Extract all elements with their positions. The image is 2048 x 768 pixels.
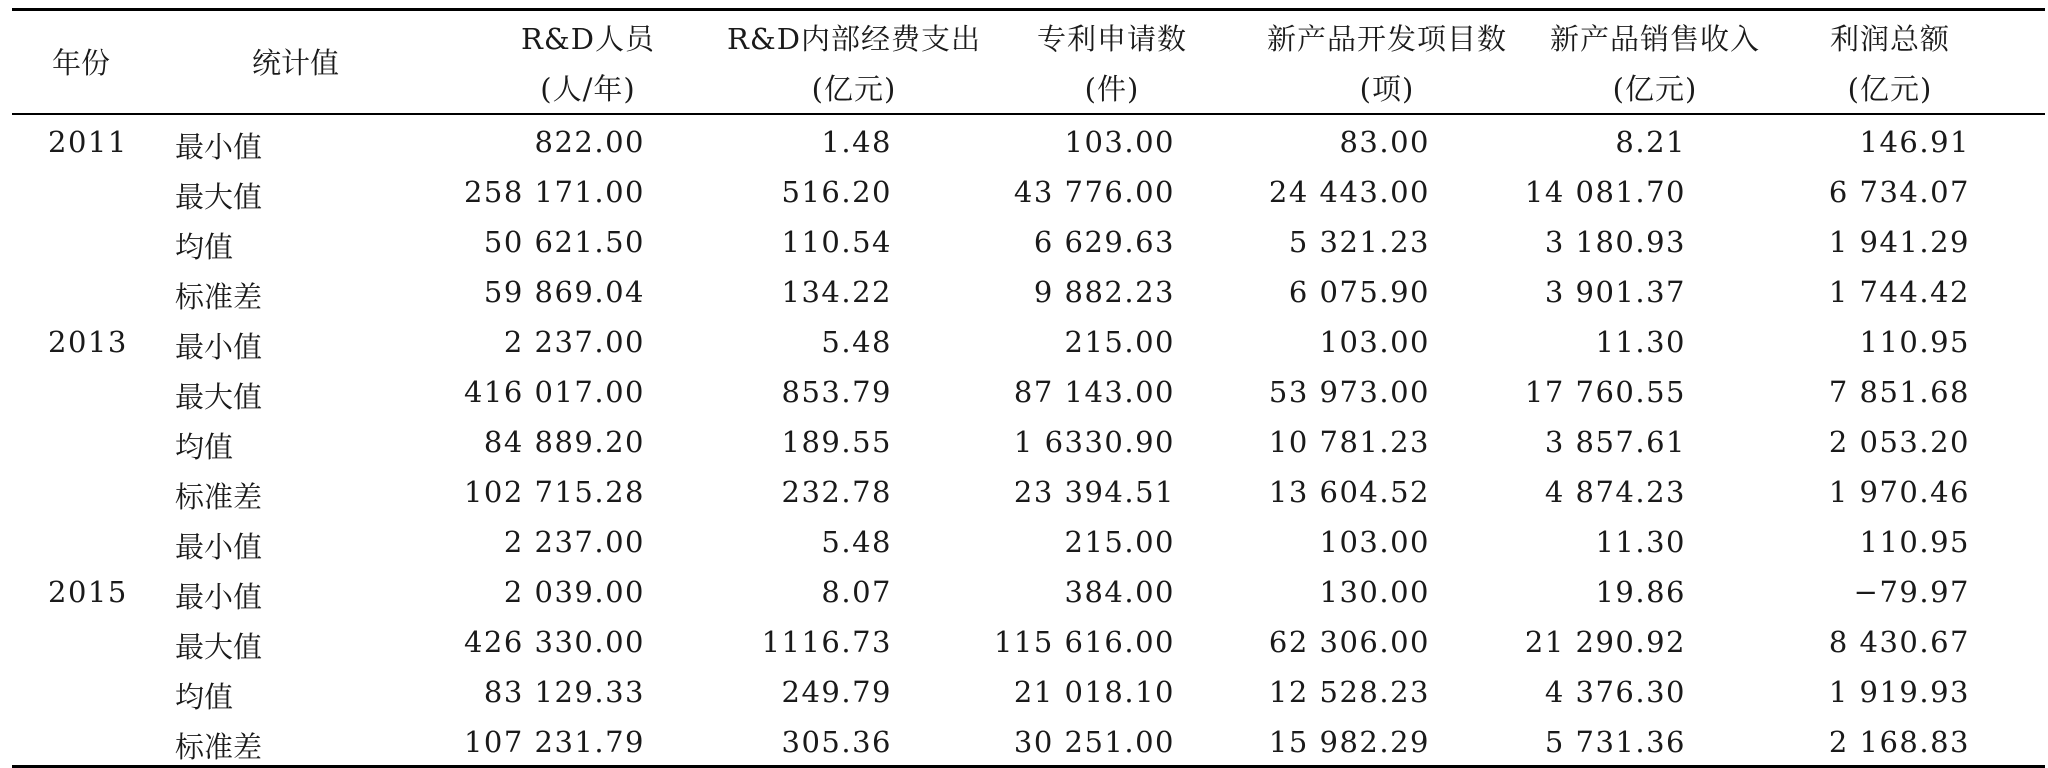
row-value-cell: 1 919.93 xyxy=(1828,674,1970,709)
row-stat-label: 均值 xyxy=(175,229,234,264)
row-value-cell: 13 604.52 xyxy=(1268,474,1430,509)
row-value-cell: −79.97 xyxy=(1853,574,1970,609)
row-value-cell: 2 237.00 xyxy=(503,324,645,359)
row-value-cell: 134.22 xyxy=(781,274,892,309)
row-stat-label: 最大值 xyxy=(175,179,263,214)
row-stat-label: 最大值 xyxy=(175,379,263,414)
row-value-cell: 53 973.00 xyxy=(1268,374,1430,409)
row-value-cell: 249.79 xyxy=(781,674,892,709)
table-row xyxy=(12,415,2045,465)
row-value-cell: 110.54 xyxy=(781,224,892,259)
row-value-cell: 189.55 xyxy=(781,424,892,459)
row-value-cell: 1 970.46 xyxy=(1828,474,1970,509)
row-value-cell: 416 017.00 xyxy=(463,374,645,409)
table-row xyxy=(12,615,2045,665)
row-value-cell: 1 6330.90 xyxy=(1013,424,1175,459)
row-value-cell: 2 237.00 xyxy=(503,524,645,559)
row-value-cell: 6 734.07 xyxy=(1828,174,1970,209)
table-row xyxy=(12,715,2045,765)
row-stat-label: 最大值 xyxy=(175,629,263,664)
row-value-cell: 23 394.51 xyxy=(1013,474,1175,509)
table-row xyxy=(12,465,2045,515)
row-value-cell: 5.48 xyxy=(821,324,892,359)
row-value-cell: 19.86 xyxy=(1595,574,1686,609)
table-row xyxy=(12,665,2045,715)
row-stat-label: 最小值 xyxy=(175,579,263,614)
row-value-cell: 8 430.67 xyxy=(1828,624,1970,659)
row-value-cell: 83.00 xyxy=(1339,124,1430,159)
table-row xyxy=(12,165,2045,215)
row-value-cell: 30 251.00 xyxy=(1013,724,1175,759)
header-col-total-profit xyxy=(1815,11,1965,113)
row-value-cell: 516.20 xyxy=(781,174,892,209)
row-stat-label: 最小值 xyxy=(175,529,263,564)
row-stat-label: 标准差 xyxy=(175,279,263,314)
row-value-cell: 7 851.68 xyxy=(1828,374,1970,409)
row-value-cell: 24 443.00 xyxy=(1268,174,1430,209)
row-value-cell: 83 129.33 xyxy=(483,674,645,709)
row-value-cell: 62 306.00 xyxy=(1268,624,1430,659)
row-value-cell: 384.00 xyxy=(1064,574,1175,609)
row-value-cell: 14 081.70 xyxy=(1524,174,1686,209)
row-value-cell: 3 180.93 xyxy=(1544,224,1686,259)
header-col-new-projects-title: 新产品开发项目数 xyxy=(1266,22,1507,56)
statistics-table xyxy=(12,8,2045,768)
header-col-rd-staff-unit: (人/年) xyxy=(540,72,636,106)
header-col-patents xyxy=(1022,11,1202,113)
row-value-cell: 6 075.90 xyxy=(1288,274,1430,309)
table-row xyxy=(12,315,2045,365)
row-value-cell: 2 053.20 xyxy=(1828,424,1970,459)
header-col-rd-staff xyxy=(502,11,674,113)
row-value-cell: 3 857.61 xyxy=(1544,424,1686,459)
row-value-cell: 1116.73 xyxy=(761,624,892,659)
table-body xyxy=(12,115,2045,765)
row-value-cell: 8.21 xyxy=(1615,124,1686,159)
header-col-total-profit-title: 利润总额 xyxy=(1829,22,1950,56)
table-bottom-rule xyxy=(12,765,2045,768)
row-value-cell: 59 869.04 xyxy=(483,274,645,309)
row-value-cell: 2 168.83 xyxy=(1828,724,1970,759)
header-col-total-profit-unit: (亿元) xyxy=(1847,72,1933,106)
row-value-cell: 1.48 xyxy=(821,124,892,159)
row-year: 2015 xyxy=(48,574,128,609)
row-value-cell: 232.78 xyxy=(781,474,892,509)
table-row xyxy=(12,515,2045,565)
row-value-cell: 4 874.23 xyxy=(1544,474,1686,509)
header-col-rd-expenditure-unit: (亿元) xyxy=(811,72,897,106)
row-value-cell: 215.00 xyxy=(1064,524,1175,559)
row-value-cell: 21 290.92 xyxy=(1524,624,1686,659)
row-value-cell: 3 901.37 xyxy=(1544,274,1686,309)
row-value-cell: 258 171.00 xyxy=(463,174,645,209)
row-value-cell: 4 376.30 xyxy=(1544,674,1686,709)
row-value-cell: 9 882.23 xyxy=(1033,274,1175,309)
row-value-cell: 43 776.00 xyxy=(1013,174,1175,209)
table-row xyxy=(12,265,2045,315)
header-stat: 统计值 xyxy=(252,46,340,80)
row-stat-label: 最小值 xyxy=(175,129,263,164)
row-value-cell: 305.36 xyxy=(781,724,892,759)
header-col-rd-expenditure xyxy=(704,11,1004,113)
header-col-new-projects xyxy=(1242,11,1532,113)
row-value-cell: 103.00 xyxy=(1064,124,1175,159)
table-row xyxy=(12,215,2045,265)
row-value-cell: 1 744.42 xyxy=(1828,274,1970,309)
row-value-cell: 5 321.23 xyxy=(1288,224,1430,259)
row-value-cell: 84 889.20 xyxy=(483,424,645,459)
row-value-cell: 426 330.00 xyxy=(463,624,645,659)
header-col-new-product-sales-unit: (亿元) xyxy=(1612,72,1698,106)
header-col-patents-unit: (件) xyxy=(1084,72,1140,106)
table-row xyxy=(12,115,2045,165)
row-value-cell: 15 982.29 xyxy=(1268,724,1430,759)
table-row xyxy=(12,365,2045,415)
row-value-cell: 107 231.79 xyxy=(463,724,645,759)
table-header xyxy=(12,11,2045,113)
row-value-cell: 1 941.29 xyxy=(1828,224,1970,259)
header-col-rd-staff-title: R&D人员 xyxy=(521,22,655,56)
row-value-cell: 130.00 xyxy=(1319,574,1430,609)
row-value-cell: 103.00 xyxy=(1319,324,1430,359)
row-value-cell: 6 629.63 xyxy=(1033,224,1175,259)
row-stat-label: 均值 xyxy=(175,429,234,464)
row-value-cell: 5.48 xyxy=(821,524,892,559)
row-value-cell: 11.30 xyxy=(1595,524,1686,559)
row-value-cell: 21 018.10 xyxy=(1013,674,1175,709)
header-col-new-projects-unit: (项) xyxy=(1359,72,1415,106)
row-value-cell: 5 731.36 xyxy=(1544,724,1686,759)
row-year: 2011 xyxy=(48,124,128,159)
row-value-cell: 50 621.50 xyxy=(483,224,645,259)
row-value-cell: 102 715.28 xyxy=(463,474,645,509)
row-stat-label: 均值 xyxy=(175,679,234,714)
header-col-new-product-sales xyxy=(1530,11,1780,113)
header-col-patents-title: 专利申请数 xyxy=(1036,22,1187,56)
header-year: 年份 xyxy=(52,46,111,80)
row-value-cell: 2 039.00 xyxy=(503,574,645,609)
row-value-cell: 17 760.55 xyxy=(1524,374,1686,409)
row-value-cell: 215.00 xyxy=(1064,324,1175,359)
row-value-cell: 87 143.00 xyxy=(1013,374,1175,409)
row-stat-label: 标准差 xyxy=(175,729,263,764)
header-col-new-product-sales-title: 新产品销售收入 xyxy=(1549,22,1760,56)
row-value-cell: 11.30 xyxy=(1595,324,1686,359)
row-value-cell: 853.79 xyxy=(781,374,892,409)
row-value-cell: 8.07 xyxy=(821,574,892,609)
row-year: 2013 xyxy=(48,324,128,359)
header-col-rd-expenditure-title: R&D内部经费支出 xyxy=(727,22,981,56)
row-value-cell: 146.91 xyxy=(1859,124,1970,159)
row-stat-label: 最小值 xyxy=(175,329,263,364)
table-row xyxy=(12,565,2045,615)
row-value-cell: 12 528.23 xyxy=(1268,674,1430,709)
row-stat-label: 标准差 xyxy=(175,479,263,514)
row-value-cell: 103.00 xyxy=(1319,524,1430,559)
row-value-cell: 822.00 xyxy=(534,124,645,159)
row-value-cell: 10 781.23 xyxy=(1268,424,1430,459)
row-value-cell: 110.95 xyxy=(1859,324,1970,359)
row-value-cell: 110.95 xyxy=(1859,524,1970,559)
row-value-cell: 115 616.00 xyxy=(993,624,1175,659)
